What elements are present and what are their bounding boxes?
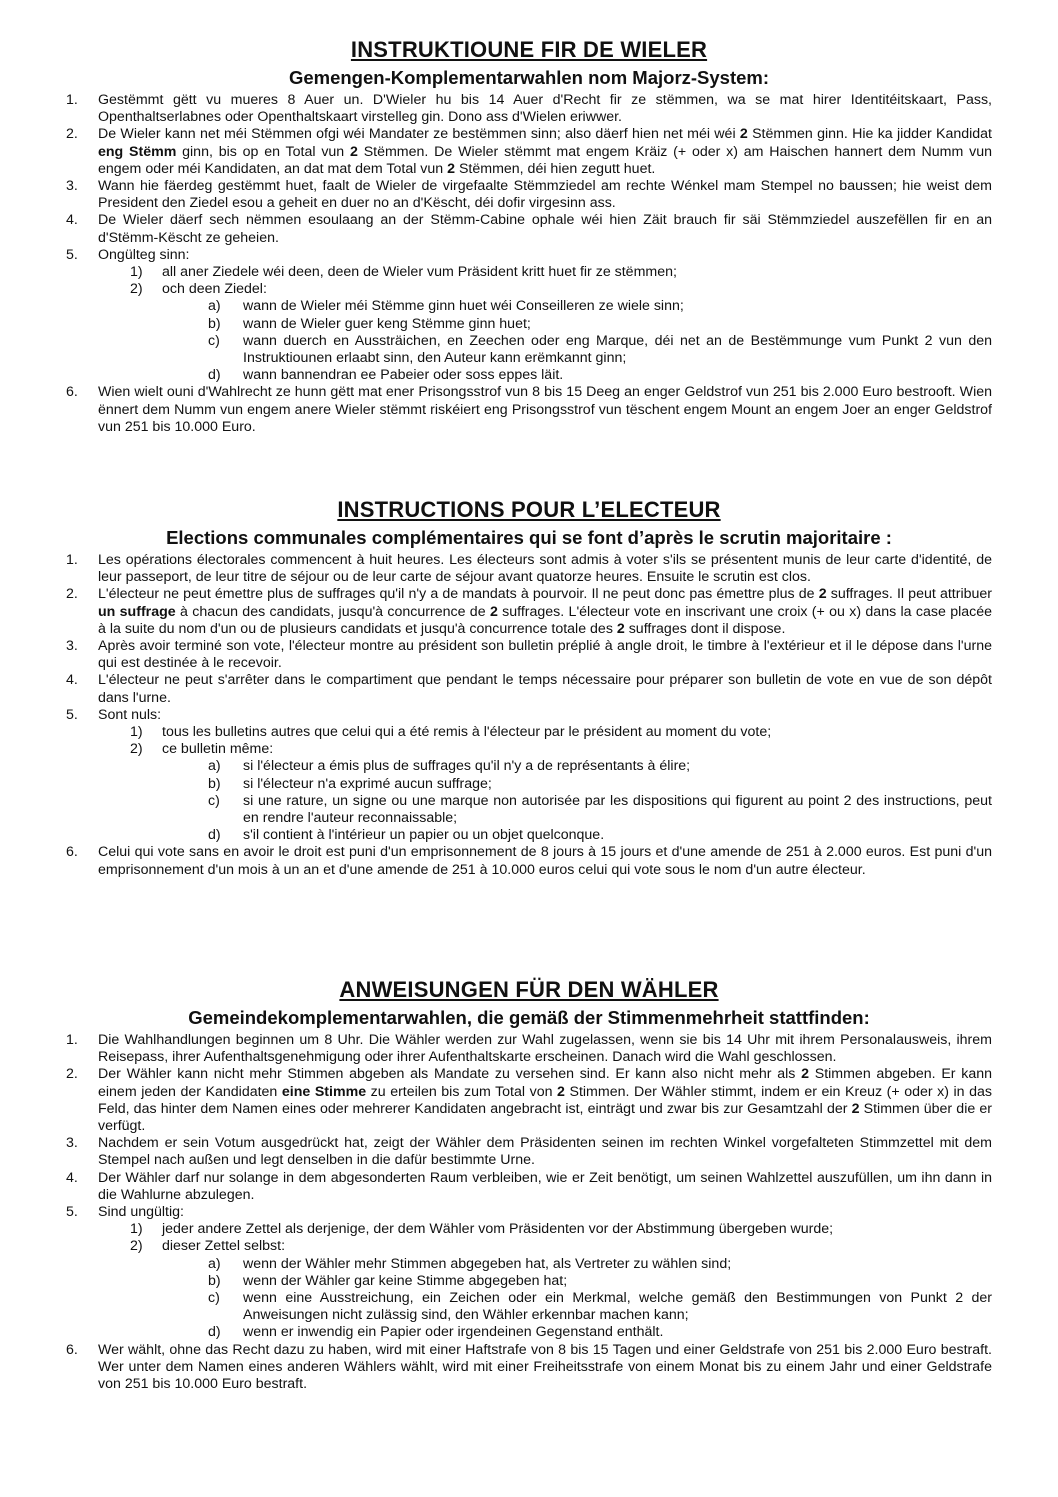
list-item <box>0 1342 1058 1394</box>
sub-item-text: jeder andere Zettel als derjenige, der dem Wähler vom Präsidenten vor der Abstimmung übergeben wurde; <box>162 1221 834 1238</box>
sub-sub-item-text: wenn der Wähler mehr Stimmen abgegeben hat, als Vertreter zu wählen sind; <box>243 1255 732 1272</box>
sub-sub-item-letter: b) <box>208 1272 221 1289</box>
item-number: 1. <box>66 1032 78 1048</box>
sub-sub-item-text: si l'électeur a émis plus de suffrages qu'il n'y a de représentants à élire; <box>243 758 691 775</box>
sub-item-text: och deen Ziedel: <box>162 281 267 298</box>
item-text: à chacun des candidats, jusqu'à concurrence de <box>175 603 490 620</box>
item-number: 5. <box>66 246 78 263</box>
sub-sub-item-letter: a) <box>208 1255 221 1272</box>
item-bold: 2 <box>851 1100 860 1117</box>
sub-item <box>0 741 1058 758</box>
item-text: Nachdem er sein Votum ausgedrückt hat, zeigt der Wähler dem Präsidenten seinen im rechten Winkel vorgefalteten Stimmzettel mit dem Stempel nach außen und legt denselben in die dafür bestimmte Urne. <box>98 1135 992 1169</box>
item-text: ginn, bis op en Total vun <box>176 143 350 160</box>
section-subtitle: Gemeindekomplementarwahlen, die gemäß der Stimmenmehrheit stattfinden: <box>188 1007 870 1028</box>
list-item <box>0 844 1058 878</box>
item-bold: 2 <box>350 143 358 160</box>
sub-item-number: 1) <box>130 1221 143 1238</box>
list-item <box>0 552 1058 586</box>
section-title: INSTRUCTIONS POUR L’ELECTEUR <box>337 497 721 522</box>
section-title: INSTRUKTIOUNE FIR DE WIELER <box>350 37 708 62</box>
item-text: Die Wahlhandlungen beginnen um 8 Uhr. Die Wähler werden zur Wahl zugelassen, wenn sie bis 14 Uhr mit ihrem Personalausweis, ihrem Reisepass, ihrer Aufenthaltsgenehmigung oder ihrer Aufenthaltskarte erscheinen. Danach wird die Wahl geschlossen. <box>98 1032 992 1066</box>
item-bold: un suffrage <box>98 603 176 620</box>
sub-sub-item <box>0 793 1058 827</box>
item-text: Les opérations électorales commencent à huit heures. Les électeurs sont admis à voter s'ils se présentent munis de leur carte d'identité, de leur passeport, de leur titre de séjour ou de leur carte de séjour avant quatorze heures. Ensuite le scrutin est clos. <box>98 552 992 586</box>
list-item <box>0 178 1058 212</box>
list-item <box>0 672 1058 706</box>
item-text: De Wieler kann net méi Stëmmen ofgi wéi Mandater ze bestëmmen sinn; also däerf hien net méi wéi <box>98 126 740 143</box>
item-number: 6. <box>66 1341 78 1358</box>
sub-sub-item <box>0 1256 1058 1273</box>
item-bold: 2 <box>557 1083 565 1100</box>
sub-sub-item <box>0 827 1058 844</box>
item-text: L'électeur ne peut émettre plus de suffrages qu'il n'y a de mandats à pourvoir. Il ne peut donc pas émettre plus de <box>98 586 819 603</box>
item-text: Wann hie fäerdeg gestëmmt huet, faalt de Wieler de virgefaalte Stëmmziedel am rechte Wénkel mam Stempel no baussen; hie weist dem President den Ziedel esou a geheit en duer no an d'Këscht, déi dofir virgesinn ass. <box>98 178 992 212</box>
sub-item <box>0 724 1058 741</box>
sub-sub-item-text: wenn eine Ausstreichung, ein Zeichen oder ein Merkmal, welche gemäß den Bestimmungen von Punkt 2 der Anweisungen nicht zulässig sind, den Wähler erkennbar machen kann; <box>243 1290 992 1324</box>
item-number: 6. <box>66 844 78 861</box>
item-number: 4. <box>66 212 78 229</box>
item-number: 4. <box>66 1169 78 1186</box>
item-bold: eine Stimme <box>281 1083 367 1100</box>
list-item <box>0 638 1058 672</box>
sub-item-number: 2) <box>130 1238 143 1255</box>
item-text: suffrages dont il dispose. <box>624 620 786 637</box>
sub-sub-item <box>0 776 1058 793</box>
list-item <box>0 247 1058 264</box>
sub-sub-item-text: wenn er inwendig ein Papier oder irgendeinen Gegenstand enthält. <box>243 1324 664 1341</box>
item-number: 2. <box>66 126 78 143</box>
item-text: Sind ungültig: <box>98 1204 184 1221</box>
item-bold: eng Stëmm <box>98 143 177 160</box>
sub-item-number: 1) <box>130 724 143 741</box>
item-text: Après avoir terminé son vote, l'électeur montre au président son bulletin préplié à angle droit, le timbre à l'extérieur et il le dépose dans l'urne qui est destinée à le recevoir. <box>98 638 992 672</box>
item-text: Wien wielt ouni d'Wahlrecht ze hunn gëtt mat ener Prisongsstrof vun 8 bis 15 Deeg an enger Geldstrof vun 251 bis 2.000 Euro bestrooft. Wien ënnert dem Numm vun engem anere Wieler stëmmt riskéiert eng Prisongsstrof vun tëschent engem Mount an engem Joer an enger Geldstrof vun 251 bis 10.000 Euro. <box>98 384 992 435</box>
item-bold: 2 <box>801 1066 810 1083</box>
sub-sub-item-letter: a) <box>208 298 221 315</box>
item-text: zu erteilen bis zum Total von <box>366 1083 558 1100</box>
sub-item-text: dieser Zettel selbst: <box>162 1238 286 1255</box>
sub-sub-item-letter: d) <box>208 1324 221 1341</box>
item-text: Stëmmen, déi hien zegutt huet. <box>455 160 656 177</box>
item-text: L'électeur ne peut s'arrêter dans le compartiment que pendant le temps nécessaire pour préparer son bulletin de vote en vue de son dépôt dans l'urne. <box>98 672 992 706</box>
sub-sub-item <box>0 1324 1058 1341</box>
sub-sub-item-letter: d) <box>208 827 221 844</box>
sub-sub-item-letter: c) <box>208 1290 220 1307</box>
sub-sub-item-letter: a) <box>208 758 221 775</box>
list-item <box>0 1032 1058 1066</box>
sub-sub-item-text: wann bannendran ee Pabeier oder soss eppes läit. <box>243 367 564 384</box>
item-text: Stëmmen. De Wieler stëmmt mat engem Kräiz (+ oder x) am Haischen hannert dem Numm vun engem oder méi Kandidaten, an dat mat dem Total vun <box>98 143 992 177</box>
sub-sub-item-letter: c) <box>208 792 220 809</box>
list-item <box>0 92 1058 126</box>
section-luxembourgish <box>0 37 1058 436</box>
sub-sub-item <box>0 1273 1058 1290</box>
sub-sub-item <box>0 367 1058 384</box>
sub-item <box>0 1221 1058 1238</box>
item-number: 5. <box>66 1204 78 1221</box>
sub-sub-item <box>0 316 1058 333</box>
item-text: Sont nuls: <box>98 706 162 723</box>
sub-item-text: tous les bulletins autres que celui qui a été remis à l'électeur par le président au moment du vote; <box>162 724 772 741</box>
item-text: Gestëmmt gëtt vu mueres 8 Auer un. D'Wieler hu bis 14 Auer d'Recht fir ze stëmmen, wa se mat hirer Identitéitskaart, Pass, Openthaltserlabnes oder Openthaltskaart virstelleg gin. Dono ass d'Wielen eriwwer. <box>98 92 992 126</box>
sub-sub-item-text: s'il contient à l'intérieur un papier ou un objet quelconque. <box>243 827 605 844</box>
item-text: Ongülteg sinn: <box>98 246 190 263</box>
sub-sub-item-letter: d) <box>208 367 221 384</box>
item-text: De Wieler däerf sech nëmmen esoulaang an der Stëmm-Cabine ophale wéi hien Zäit brauch fir säi Stëmmziedel auszefëllen fir en an d'Stëmm-Këscht ze geheien. <box>98 212 992 246</box>
list-item <box>0 1066 1058 1135</box>
list-item <box>0 126 1058 178</box>
item-number: 2. <box>66 586 78 603</box>
sub-sub-item-text: wann de Wieler méi Stëmme ginn huet wéi Conseilleren ze wiele sinn; <box>243 298 684 315</box>
sub-sub-item-text: wann duerch en Aussträichen, en Zeechen oder eng Marque, déi net an de Bestëmmunge vum Punkt 2 vun den Instruktiounen erlaabt sinn, den Auteur kann erëmkannt ginn; <box>243 332 992 367</box>
item-text: Stimmen über die er verfügt. <box>98 1100 992 1135</box>
list-item <box>0 707 1058 724</box>
sub-item <box>0 264 1058 281</box>
item-number: 6. <box>66 384 78 401</box>
sub-item-number: 1) <box>130 264 143 281</box>
item-text: Der Wähler kann nicht mehr Stimmen abgeben als Mandate zu versehen sind. Er kann also nicht mehr als <box>98 1066 802 1083</box>
item-number: 1. <box>66 92 78 108</box>
sub-item-text: ce bulletin même: <box>162 741 274 758</box>
section-french <box>0 497 1058 879</box>
item-bold: 2 <box>739 126 748 143</box>
list-item <box>0 586 1058 638</box>
sub-item-number: 2) <box>130 281 143 298</box>
item-number: 5. <box>66 706 78 723</box>
sub-item-number: 2) <box>130 741 143 758</box>
item-text: suffrages. Il peut attribuer <box>826 586 992 603</box>
sub-item <box>0 281 1058 298</box>
sub-sub-item <box>0 758 1058 775</box>
item-text: Stimmen. Der Wähler stimmt, indem er ein Kreuz (+ oder x) in das Feld, das hinter dem Namen eines oder mehrerer Kandidaten angebracht ist, einträgt und zwar bis zur Gesamtzahl der <box>98 1083 992 1117</box>
item-number: 2. <box>66 1066 78 1083</box>
item-number: 3. <box>66 638 78 655</box>
item-bold: 2 <box>447 160 456 177</box>
sub-sub-item <box>0 298 1058 315</box>
section-title: ANWEISUNGEN FÜR DEN WÄHLER <box>339 977 719 1002</box>
item-text: Stëmmen ginn. Hie ka jidder Kandidat <box>747 126 992 143</box>
sub-sub-item-text: wenn der Wähler gar keine Stimme abgegeben hat; <box>243 1272 568 1289</box>
sub-item <box>0 1238 1058 1255</box>
sub-sub-item <box>0 333 1058 367</box>
list-item <box>0 212 1058 246</box>
list-item <box>0 384 1058 436</box>
sub-sub-item-letter: b) <box>208 775 221 792</box>
sub-sub-item-text: si l'électeur n'a exprimé aucun suffrage; <box>243 775 492 792</box>
item-text: suffrages. L'électeur vote en inscrivant une croix (+ ou x) dans la case placée à la suite du nom d'un ou de plusieurs candidats et jusqu'à concurrence totale des <box>98 603 993 637</box>
section-subtitle: Gemengen-Komplementarwahlen nom Majorz-System: <box>288 67 770 88</box>
list-item <box>0 1135 1058 1169</box>
list-item <box>0 1170 1058 1204</box>
item-number: 4. <box>66 672 78 689</box>
item-number: 1. <box>66 552 78 568</box>
item-text: Celui qui vote sans en avoir le droit est puni d'un emprisonnement de 8 jours à 15 jours et d'une amende de 251 à 2.000 euros. Est puni d'un emprisonnement d'un mois à un an et d'une amende de 251 à 10.000 euros celui qui vote sous le nom d'un autre électeur. <box>98 844 992 878</box>
item-bold: 2 <box>489 603 498 620</box>
list-item <box>0 1204 1058 1221</box>
item-number: 3. <box>66 178 78 195</box>
sub-sub-item-letter: c) <box>208 332 220 349</box>
sub-item-text: all aner Ziedele wéi deen, deen de Wieler vum Präsident kritt huet fir ze stëmmen; <box>162 264 677 281</box>
sub-sub-item-letter: b) <box>208 315 221 332</box>
section-german <box>0 977 1058 1393</box>
item-text: Stimmen abgeben. Er kann einem jeden der Kandidaten <box>98 1066 993 1100</box>
item-text: Der Wähler darf nur solange in dem abgesonderten Raum verbleiben, wie er Zeit benötigt, um seinen Wahlzettel auszufüllen, um ihn dann in die Wahlurne abzulegen. <box>98 1169 992 1203</box>
section-subtitle: Elections communales complémentaires qui se font d’après le scrutin majoritaire : <box>166 527 892 548</box>
item-number: 3. <box>66 1135 78 1152</box>
sub-sub-item <box>0 1290 1058 1324</box>
sub-sub-item-text: si une rature, un signe ou une marque non autorisée par les dispositions qui figurent au point 2 des instructions, peut en rendre l'auteur reconnaissable; <box>243 792 992 827</box>
item-text: Wer wählt, ohne das Recht dazu zu haben, wird mit einer Haftstrafe von 8 bis 15 Tagen und einer Geldstrafe von 251 bis 2.000 Euro bestraft. Wer unter dem Namen eines anderen Wählers wählt, wird mit einer Freiheitsstrafe von einem Monat bis zu einem Jahr und einer Geldstrafe von 251 bis 10.000 Euro bestraft. <box>98 1341 992 1393</box>
sub-sub-item-text: wann de Wieler guer keng Stëmme ginn huet; <box>243 315 531 332</box>
item-bold: 2 <box>616 620 625 637</box>
item-bold: 2 <box>818 586 827 603</box>
